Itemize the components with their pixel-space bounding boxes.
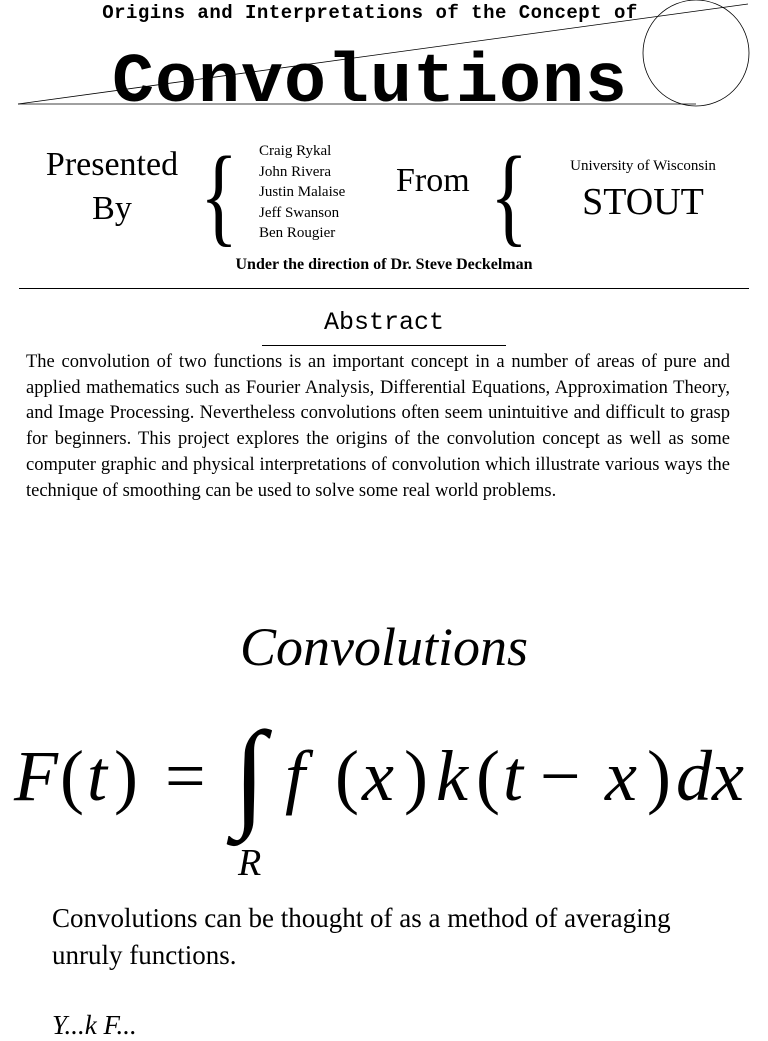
- from-label: From: [396, 162, 470, 199]
- presenter-name: John Rivera: [259, 163, 332, 180]
- formula-x: x: [362, 736, 394, 816]
- abstract-heading: Abstract: [323, 308, 445, 337]
- right-brace-icon: {: [490, 134, 529, 256]
- formula-paren: (: [60, 736, 84, 816]
- poster-subtitle: Origins and Interpretations of the Concept of: [102, 2, 638, 24]
- formula-paren: (: [335, 736, 359, 816]
- left-brace-icon: {: [200, 134, 239, 256]
- presenter-name: Jeff Swanson: [259, 204, 340, 221]
- poster-title: Convolutions: [111, 44, 629, 123]
- advisor-line: Under the direction of Dr. Steve Deckelman: [235, 256, 533, 273]
- formula-paren: ): [114, 736, 138, 816]
- section-divider: [19, 288, 749, 289]
- formula-minus: −: [540, 736, 581, 816]
- formula-equals: =: [165, 736, 206, 816]
- presenter-name: Craig Rykal: [259, 143, 332, 159]
- formula-x2: x: [605, 736, 637, 816]
- formula-paren: (: [476, 736, 500, 816]
- section-title: Convolutions: [239, 617, 528, 677]
- abstract-underline: [262, 345, 506, 346]
- presented-by-label: Presented By: [45, 146, 179, 227]
- formula-t: t: [503, 736, 524, 816]
- integral-sign: ∫: [233, 707, 266, 840]
- abstract-body: The convolution of two functions is an important concept in a number of areas of pure and applied mathematics such as Fourier Analysis, Differential Equations, Approximation Theory, and Image Processing. Nevertheless convolutions often seem unintuitive and difficult to grasp for beginners. This project explores the origins of the convolution concept as well as some computer graphic and physical interpretations of convolution which illustrate various ways the technique of smoothing can be used to solve some real world problems.: [26, 352, 730, 501]
- presenter-name: Ben Rougier: [259, 225, 336, 241]
- integral-domain: R: [238, 842, 262, 884]
- presenter-name: Justin Malaise: [259, 184, 346, 200]
- formula-f: f: [285, 736, 306, 816]
- formula-lhs-var: t: [87, 736, 108, 816]
- formula-dx: dx: [676, 736, 744, 816]
- campus-name: STOUT: [582, 181, 704, 223]
- formula-paren: ): [647, 736, 671, 816]
- formula-paren: ): [404, 736, 428, 816]
- convolution-formula: [0, 690, 768, 890]
- formula-lhs-fn: F: [14, 736, 58, 816]
- university-name: University of Wisconsin: [570, 158, 716, 174]
- presenter-list: [259, 141, 345, 244]
- convolution-description: Convolutions can be thought of as a method of averaging unruly functions.: [52, 903, 671, 970]
- cut-off-text: Y...k F...: [52, 1010, 137, 1040]
- formula-k: k: [436, 736, 468, 816]
